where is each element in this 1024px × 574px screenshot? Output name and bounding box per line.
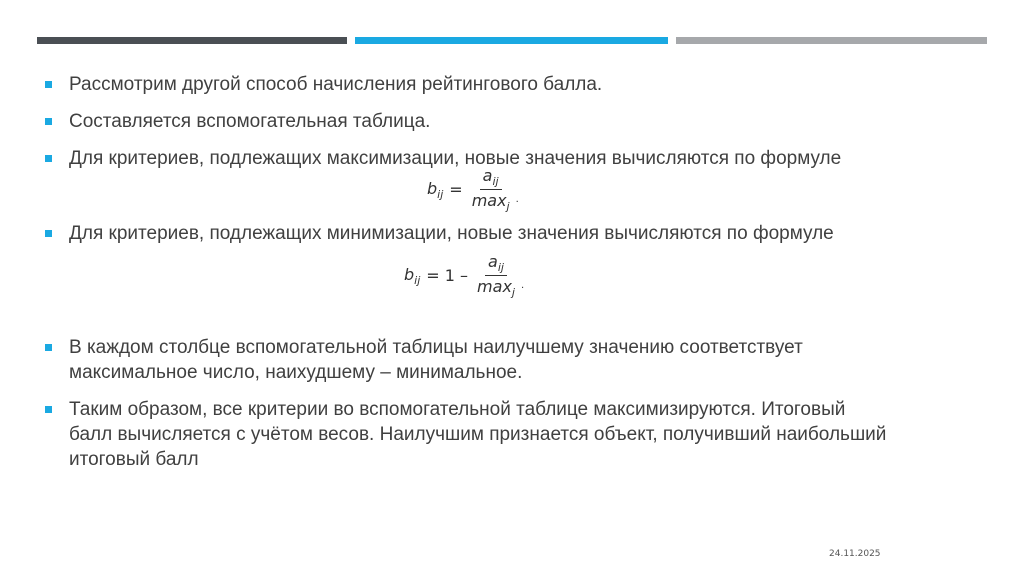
bullet-text: В каждом столбце вспомогательной таблицы наилучшему значению соответствует максимальное число, наихудшему – минимальное.: [69, 337, 803, 383]
bullet-marker: [45, 344, 52, 351]
bullet-marker: [45, 118, 52, 125]
formula-operator: = 1 –: [426, 266, 469, 285]
bullet-text: Рассмотрим другой способ начисления рейтингового балла.: [69, 74, 603, 95]
top-bar-gray: [676, 37, 987, 44]
formula-trailing-dot: .: [520, 280, 525, 291]
bullet-marker: [45, 230, 52, 237]
formula-numerator: $a_{ij}$: [480, 166, 502, 190]
bullet-text: Для критериев, подлежащих максимизации, новые значения вычисляются по формуле: [69, 148, 842, 169]
bullet-marker: [45, 406, 52, 413]
top-bar-blue: [355, 37, 668, 44]
formula-numerator: $a_{ij}$: [485, 252, 507, 276]
formula-denominator: $\max_j$: [477, 277, 515, 299]
formula-minimization: [404, 252, 524, 299]
bullet-text: Составляется вспомогательная таблица.: [69, 111, 431, 132]
top-bar-dark: [37, 37, 347, 44]
bullet-text: Для критериев, подлежащих минимизации, новые значения вычисляются по формуле: [69, 223, 834, 244]
bullet-text: Таким образом, все критерии во вспомогательной таблице максимизируются. Итоговый балл вычисляется с учётом весов. Наилучшим признается объект, получивший наибольший итоговый балл: [69, 399, 887, 470]
bullet-marker: [45, 81, 52, 88]
bullet-marker: [45, 155, 52, 162]
formula-trailing-dot: .: [515, 194, 519, 205]
formula-operator: =: [449, 180, 463, 199]
formula-maximization: [427, 166, 519, 213]
formula-fraction: [474, 252, 518, 299]
formula-fraction: [469, 166, 513, 213]
formula-lhs: $b_{ij}$: [427, 178, 444, 201]
formula-denominator: $\max_j$: [471, 191, 510, 213]
slide-date: 24.11.2025: [829, 549, 881, 559]
formula-lhs: $b_{ij}$: [404, 264, 421, 287]
